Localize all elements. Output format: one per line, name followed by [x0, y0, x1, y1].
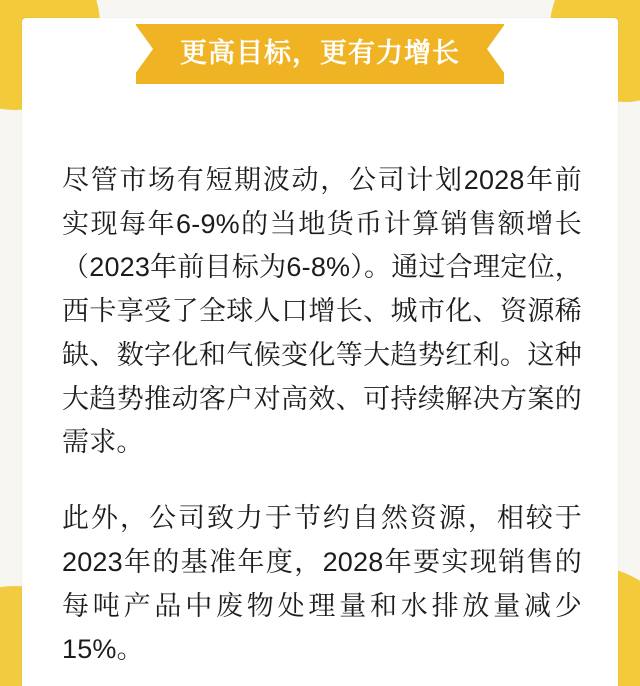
banner-container	[0, 24, 640, 84]
article-body	[62, 132, 582, 686]
banner-title: 更高目标，更有力增长	[136, 24, 504, 84]
paragraph-1: 尽管市场有短期波动，公司计划2028年前实现每年6-9%的当地货币计算销售额增长（2023年前目标为6-8%）。通过合理定位，西卡享受了全球人口增长、城市化、资源稀缺、数字化和气候变化等大趋势红利。这种大趋势推动客户对高效、可持续解决方案的需求。	[62, 165, 582, 458]
paragraph-2: 此外，公司致力于节约自然资源，相较于2023年的基准年度，2028年要实现销售的每吨产品中废物处理量和水排放量减少15%。	[62, 503, 582, 665]
